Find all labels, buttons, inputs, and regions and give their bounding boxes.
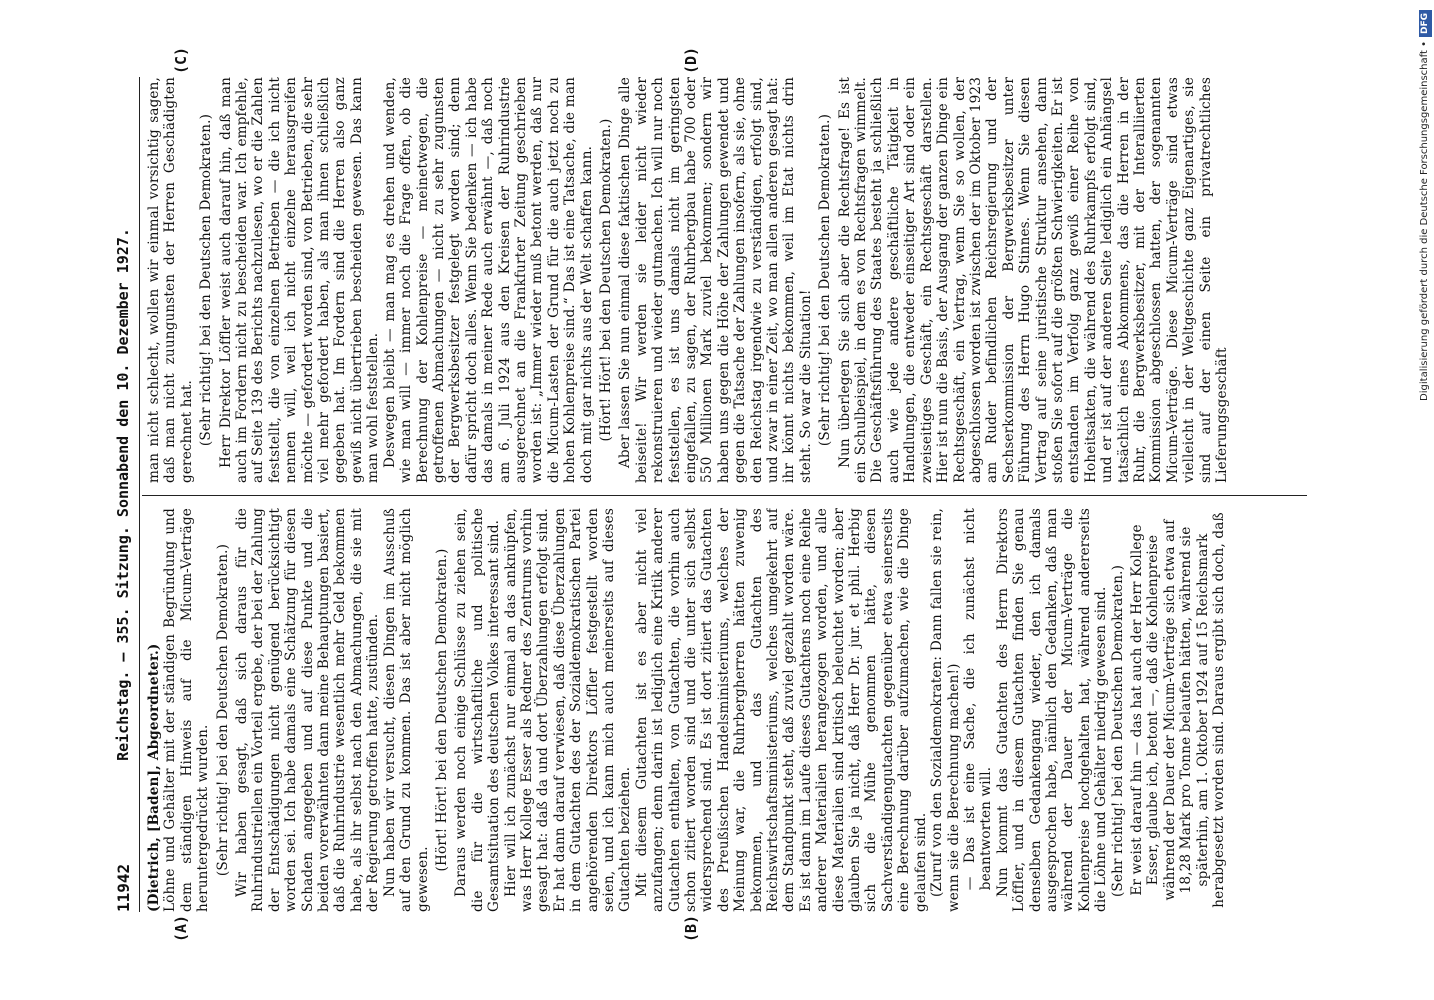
page-number: 11942 (114, 863, 133, 912)
paragraph: Daraus werden noch einige Schlüsse zu ziehen sein, die für die wirtschaftliche und politische Gesamtsituation des deutschen Volkes interessant sind. (453, 508, 503, 912)
margin-letter-c: (C) (172, 46, 190, 74)
paragraph: Herr Direktor Löffler weist auch darauf hin, daß man auch im Fordern nicht zu bescheiden war. Ich empfehle, auf Seite 139 des Berichts nachzulesen, wo er die Zahlen feststellt, die von einzelnen Betrieben — die ich nicht nennen will, weil ich nicht einzelne herausgreifen möchte — gefordert worden sind, von Betrieben, die sehr viel mehr gefordert haben, als man ihnen schließlich gegeben hat. Im Fordern sind die Herren also ganz gewiß nicht übertrieben bescheiden gewesen. Das kann man wohl feststellen. (217, 77, 382, 483)
speaker-line: (Dietrich, [Baden], Abgeordneter.) (146, 643, 162, 912)
margin-letter-b: (B) (682, 914, 700, 942)
page-header (112, 77, 138, 912)
paragraph: Nun überlegen Sie sich aber die Rechtsfrage! Es ist ein Schulbeispiel, in dem es von Rechtsfragen wimmelt. Die Geschäftsführung des Staates besteht ja schließlich auch wie jede andere geschäftliche Tätigkeit in Handlungen, die entweder einseitiger Art sind oder ein zweiseitiges Geschäft, ein Rechtsgeschäft darstellen. Hier ist nun die Basis, der Ausgang der ganzen Dinge ein Rechtsgeschäft, ein Vertrag, wenn Sie so wollen, der abgeschlossen worden ist zwischen der im Oktober 1923 am Ruder befindlichen Reichsregierung und der Sechserkommission der Bergwerksbesitzer unter Führung des Herrn Hugo Stinnes. Wenn Sie diesen Vertrag auf seine juristische Struktur ansehen, dann stoßen Sie sofort auf die größten Schwierigkeiten. Er ist entstanden im Verfolg ganz gewiß einer Reihe von Hoheitsakten, die während des Ruhrkampfs erfolgt sind, und er ist auf der anderen Seite lediglich ein Anhängsel tatsächlich eines Abkommens, das die Herren in der Ruhr, die Bergwerksbesitzer, mit der Interalliierten Kommission abgeschlossen hatten, der sogenannten Micum-Verträge. Diese Micum-Verträge sind etwas vielleicht in der Weltgeschichte ganz Eigenartiges, sie sind auf der einen Seite ein privatrechtliches Lieferungsgeschäft (836, 77, 1230, 483)
interjection: (Hört! Hört! bei den Deutschen Demokraten.) (597, 118, 614, 442)
paragraph: Aber lassen Sie nun einmal diese faktischen Dinge alle beiseite! Wir werden sie leider nicht wieder rekonstruieren und wieder gutmachen. Ich will nur noch feststellen, es ist uns damals nicht im geringsten eingefallen, zu sagen, der Ruhrbergbau habe 700 oder 550 Millionen Mark zuviel bekommen; sondern wir haben uns gegen die Höhe der Zahlungen gewendet und gegen die Tatsache der Zahlungen insofern, als sie, ohne den Reichstag irgendwie zu verständigen, erfolgt sind, und zwar in einer Zeit, wo man allen anderen gesagt hat: ihr könnt nichts bekommen, weil im Etat nichts drin steht. So war die Situation! (617, 77, 814, 483)
dfg-logo: DFG (1419, 10, 1432, 37)
paragraph: Mit diesem Gutachten ist es aber nicht viel anzufangen; denn darin ist lediglich eine Kritik anderer Gutachten enthalten, von Gutachten, die vorhin auch schon zitiert worden sind und die unter sich selbst widersprechend sind. Es ist dort zitiert das Gutachten des Preußischen Handelsministeriums, welches der Meinung war, die Ruhrbergherren hätten zuwenig bekommen, und das Gutachten des Reichswirtschaftsministeriums, welches umgekehrt auf dem Standpunkt steht, daß zuviel gezahlt worden wäre. Es ist dann im Laufe dieses Gutachtens noch eine Reihe anderer Materialien herangezogen worden, und alle diese Materialien sind kritisch beleuchtet worden; aber glauben Sie ja nicht, daß Herr Dr. jur. et phil. Herbig sich die Mühe genommen hätte, diesen Sachverständigengutachten gegenüber etwa seinerseits eine Berechnung darüber aufzumachen, wie die Dinge gelaufen sind. (633, 508, 929, 912)
interjection: (Sehr richtig! bei den Deutschen Demokraten.) (817, 113, 834, 447)
paragraph: man nicht schlecht, wollen wir einmal vorsichtig sagen, daß man nicht zuungunsten der Herren Geschädigten gerechnet hat. (146, 77, 195, 483)
column-divider (142, 495, 1307, 496)
right-column (146, 77, 1306, 483)
interjection: (Sehr richtig! bei den Deutschen Demokraten.) (198, 113, 215, 447)
margin-letter-d: (D) (682, 46, 700, 74)
paragraph: Nun kommt das Gutachten des Herrn Direktors Löffler, und in diesem Gutachten finden Sie genau denselben Gedankengang wieder, den ich damals ausgesprochen habe, nämlich den Gedanken, daß man während der Dauer der Micum-Verträge die Kohlenpreise hochgehalten hat, während andererseits die Löhne und Gehälter niedrig gewesen sind. (994, 508, 1110, 912)
paragraph: Deswegen bleibt — man mag es drehen und wenden, wie man will — immer noch die Frage offen, ob die Berechnung der Kohlenpreise — meinetwegen, die getroffenen Abmachungen — nicht zu sehr zugunsten der Bergwerksbesitzer festgelegt worden sind; denn dafür spricht doch alles. Wenn Sie bedenken — ich habe das damals in meiner Rede auch erwähnt —, daß noch am 6. Juli 1924 aus den Kreisen der Ruhrindustrie ausgerechnet an die Frankfurter Zeitung geschrieben worden ist: „Immer wieder muß betont werden, daß nur die Micum-Lasten der Grund für die auch jetzt noch zu hohen Kohlenpreise sind.“ Das ist eine Tatsache, die man doch mit gar nichts aus der Welt schaffen kann. (381, 77, 595, 483)
interjection: Er weist darauf hin — das hat auch der Herr Kollege Esser, glaube ich, betont —, daß die Kohlenpreise während der Dauer der Micum-Verträge sich etwa auf 18,28 Mark pro Tonne belaufen hätten, während sie späterhin, am 1. Oktober 1924 auf 15 Reichsmark herabgesetzt worden sind. Daraus ergibt sich doch, daß (1128, 512, 1227, 908)
paragraph: Nun haben wir versucht, diesen Dingen im Ausschuß auf den Grund zu kommen. Das ist aber nicht möglich gewesen. (381, 508, 431, 912)
credit-text: Digitalisierung gefördert durch die Deutsche Forschungsgemeinschaft • (1419, 41, 1430, 401)
digitization-credit (1416, 10, 1434, 990)
paragraph: Löhne und Gehälter mit der ständigen Begründung und dem ständigen Hinweis auf die Micum-Verträge heruntergedrückt wurden. (162, 508, 212, 912)
margin-letter-a: (A) (172, 914, 190, 942)
interjection: (Hört! Hört! bei den Deutschen Demokraten.) (433, 548, 450, 872)
interjection: — Das ist eine Sache, die ich zunächst nicht beantworten will. (961, 508, 995, 891)
header-rule (139, 77, 140, 912)
paragraph: Wir haben gesagt, daß sich daraus für die Ruhrindustriellen ein Vorteil ergebe, der bei der Zahlung der Entschädigungen nicht genügend berücksichtigt worden sei. Ich habe damals eine Schätzung für diesen Schaden angegeben und auf diese Punkte und die beiden vorerwähnten dann meine Behauptungen basiert, daß die Ruhrindustrie wesentlich mehr Geld bekommen habe, als ihr selbst nach den Abmachungen, die sie mit der Regierung getroffen hatte, zustünden. (234, 508, 382, 912)
paragraph: Hier will ich zunächst nur einmal an das anknüpfen, was Herr Kollege Esser als Redner des Zentrums vorhin gesagt hat: daß da und dort Überzahlungen erfolgt sind. Er hat dann darauf verwiesen, daß diese Überzahlungen in dem Gutachten des der Sozialdemokratischen Partei angehörenden Direktors Löffler festgestellt worden seien, und ich kann mich auch meinerseits auf dieses Gutachten beziehen. (502, 508, 634, 912)
paragraph: (Sehr richtig! bei den Deutschen Demokraten.) (1109, 564, 1126, 898)
interjection: (Sehr richtig! bei den Deutschen Demokraten.) (214, 543, 231, 877)
paragraph: (Zuruf von den Sozialdemokraten: Dann fallen sie rein, wenn sie die Berechnung machen!) (929, 508, 962, 912)
rotated-page-content (102, 46, 1332, 946)
running-title: Reichstag. — 355. Sitzung. Sonnabend den 10. Dezember 1927. (114, 228, 132, 761)
left-column (146, 508, 1306, 912)
